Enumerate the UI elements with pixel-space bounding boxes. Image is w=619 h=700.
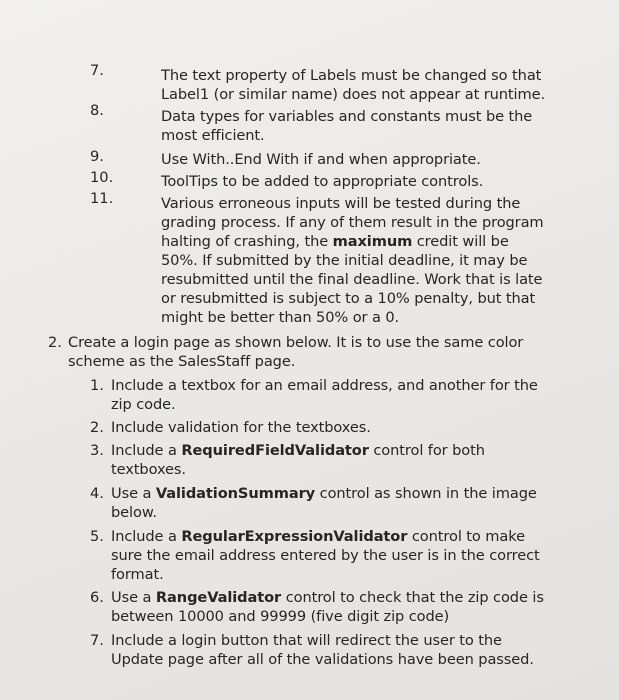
list-item-text: or resubmitted is subject to a 10% penalty, but that bbox=[161, 290, 536, 307]
sublist-item-text: textboxes. bbox=[111, 461, 186, 478]
list-number: 9. bbox=[90, 148, 104, 165]
list-number: 8. bbox=[90, 102, 104, 119]
sublist-item-text: zip code. bbox=[111, 396, 176, 413]
sublist-number: 3. bbox=[90, 442, 104, 459]
list-item-text: resubmitted until the final deadline. Work that is late bbox=[161, 271, 543, 288]
list-number: 10. bbox=[90, 169, 114, 186]
text-run: control to make bbox=[407, 528, 525, 545]
text-run: Use a bbox=[111, 485, 156, 502]
list-item-text: Label1 (or similar name) does not appear at runtime. bbox=[161, 86, 546, 103]
text-run: control as shown in the image bbox=[315, 485, 537, 502]
list-item-text: most efficient. bbox=[161, 127, 265, 144]
text-run: control to check that the zip code is bbox=[281, 589, 544, 606]
sublist-item-text: Include a login button that will redirect the user to the bbox=[111, 632, 502, 649]
text-run: Include a bbox=[111, 528, 182, 545]
list-item-text: grading process. If any of them result in the program bbox=[161, 214, 544, 231]
text-run: control for both bbox=[368, 442, 485, 459]
emphasis-control: ValidationSummary bbox=[155, 485, 316, 502]
text-run: Include a bbox=[111, 442, 182, 459]
sublist-number: 7. bbox=[90, 632, 104, 649]
sublist-item-text: between 10000 and 99999 (five digit zip code) bbox=[111, 608, 450, 625]
sublist-item-text: format. bbox=[111, 566, 164, 583]
section-text: scheme as the SalesStaff page. bbox=[68, 353, 296, 370]
list-number: 11. bbox=[90, 190, 114, 207]
sublist-number: 2. bbox=[90, 419, 104, 436]
section-number: 2. bbox=[48, 334, 62, 351]
text-run: credit will be bbox=[412, 233, 509, 250]
sublist-number: 5. bbox=[90, 528, 104, 545]
list-item-text: Use With..End With if and when appropriate. bbox=[161, 151, 481, 168]
list-item-text: The text property of Labels must be changed so that bbox=[161, 67, 542, 84]
sublist-number: 4. bbox=[90, 485, 104, 502]
emphasis-maximum: maximum bbox=[332, 233, 413, 250]
list-item-text: 50%. If submitted by the initial deadline, it may be bbox=[161, 252, 528, 269]
list-item-text: ToolTips to be added to appropriate controls. bbox=[161, 173, 484, 190]
sublist-item-text bbox=[111, 441, 485, 460]
sublist-item-text bbox=[111, 484, 537, 503]
text-run: halting of crashing, the bbox=[161, 233, 333, 250]
sublist-number: 6. bbox=[90, 589, 104, 606]
emphasis-control: RequiredFieldValidator bbox=[181, 442, 369, 459]
emphasis-control: RangeValidator bbox=[155, 589, 282, 606]
list-item-text: Data types for variables and constants must be the bbox=[161, 108, 533, 125]
sublist-item-text bbox=[111, 588, 544, 607]
sublist-item-text: sure the email address entered by the user is in the correct bbox=[111, 547, 540, 564]
sublist-item-text: Update page after all of the validations have been passed. bbox=[111, 651, 534, 668]
list-item-text bbox=[161, 232, 509, 251]
sublist-item-text: below. bbox=[111, 504, 157, 521]
section-text: Create a login page as shown below. It is to use the same color bbox=[68, 334, 524, 351]
sublist-item-text: Include a textbox for an email address, and another for the bbox=[111, 377, 538, 394]
emphasis-control: RegularExpressionValidator bbox=[181, 528, 408, 545]
list-item-text: might be better than 50% or a 0. bbox=[161, 309, 400, 326]
text-run: Use a bbox=[111, 589, 156, 606]
list-number: 7. bbox=[90, 62, 104, 79]
sublist-item-text: Include validation for the textboxes. bbox=[111, 419, 371, 436]
list-item-text: Various erroneous inputs will be tested during the bbox=[161, 195, 521, 212]
sublist-item-text bbox=[111, 527, 525, 546]
sublist-number: 1. bbox=[90, 377, 104, 394]
